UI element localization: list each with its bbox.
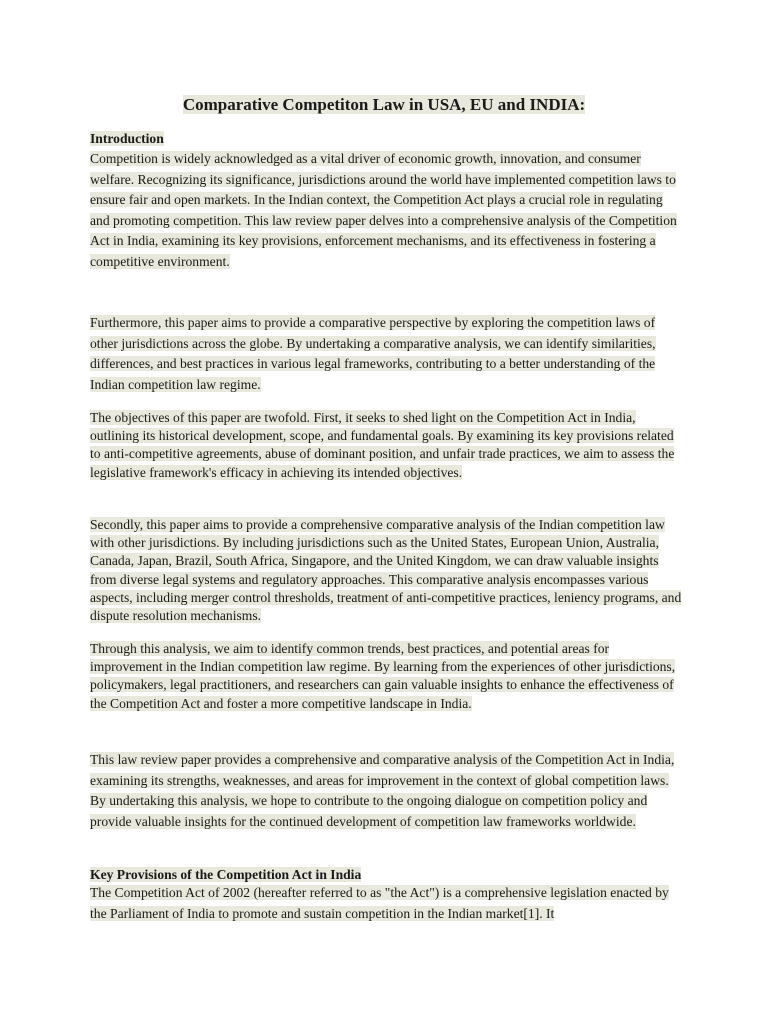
paragraph-objectives: [90, 409, 682, 482]
paragraph-comparative: [90, 516, 682, 625]
paragraph-text: The objectives of this paper are twofold. First, it seeks to shed light on the Competition Act in India, outlining its historical development, scope, and fundamental goals. By examining its key provisions related to anti-competitive agreements, abuse of dominant position, and unfair trade practices, we aim to assess the legislative framework's efficacy in achieving its intended objectives.: [90, 410, 675, 480]
section-heading-key-provisions: [90, 865, 682, 885]
document-title-text: Comparative Competiton Law in USA, EU and INDIA:: [182, 95, 586, 114]
paragraph-key-provisions-1: [90, 883, 682, 924]
paragraph-text: Competition is widely acknowledged as a vital driver of economic growth, innovation, and consumer welfare. Recognizing its significance, jurisdictions around the world have implemented competition laws to ensure fair and open markets. In the Indian context, the Competition Act plays a crucial role in regulating and promoting competition. This law review paper delves into a comprehensive analysis of the Competition Act in India, examining its key provisions, enforcement mechanisms, and its effectiveness in fostering a competitive environment.: [90, 151, 677, 269]
paragraph-summary: [90, 750, 682, 832]
paragraph-analysis: [90, 640, 682, 713]
paragraph-text: The Competition Act of 2002 (hereafter referred to as "the Act") is a comprehensive legislation enacted by the Parliament of India to promote and sustain competition in the Indian market[1]. It: [90, 885, 669, 921]
paragraph-text: Furthermore, this paper aims to provide a comparative perspective by exploring the competition laws of other jurisdictions across the globe. By undertaking a comparative analysis, we can identify similarities, differences, and best practices in various legal frameworks, contributing to a better understanding of the Indian competition law regime.: [90, 315, 656, 392]
document-title: [0, 94, 768, 116]
paragraph-intro-1: [90, 149, 682, 273]
paragraph-text: This law review paper provides a comprehensive and comparative analysis of the Competition Act in India, examining its strengths, weaknesses, and areas for improvement in the context of global competition laws. By undertaking this analysis, we hope to contribute to the ongoing dialogue on competition policy and provide valuable insights for the continued development of competition law frameworks worldwide.: [90, 752, 675, 829]
section-heading-text: Introduction: [90, 131, 164, 146]
paragraph-text: Through this analysis, we aim to identify common trends, best practices, and potential areas for improvement in the Indian competition law regime. By learning from the experiences of other jurisdictions, policymakers, legal practitioners, and researchers can gain valuable insights to enhance the effectiveness of the Competition Act and foster a more competitive landscape in India.: [90, 641, 676, 711]
section-heading-text: Key Provisions of the Competition Act in India: [90, 867, 362, 882]
section-heading-introduction: [90, 129, 682, 149]
paragraph-text: Secondly, this paper aims to provide a comprehensive comparative analysis of the Indian competition law with other jurisdictions. By including jurisdictions such as the United States, European Union, Australia, Canada, Japan, Brazil, South Africa, Singapore, and the United Kingdom, we can draw valuable insights from diverse legal systems and regulatory approaches. This comparative analysis encompasses various aspects, including merger control thresholds, treatment of anti-competitive practices, leniency programs, and dispute resolution mechanisms.: [90, 517, 682, 624]
paragraph-intro-2: [90, 313, 682, 395]
